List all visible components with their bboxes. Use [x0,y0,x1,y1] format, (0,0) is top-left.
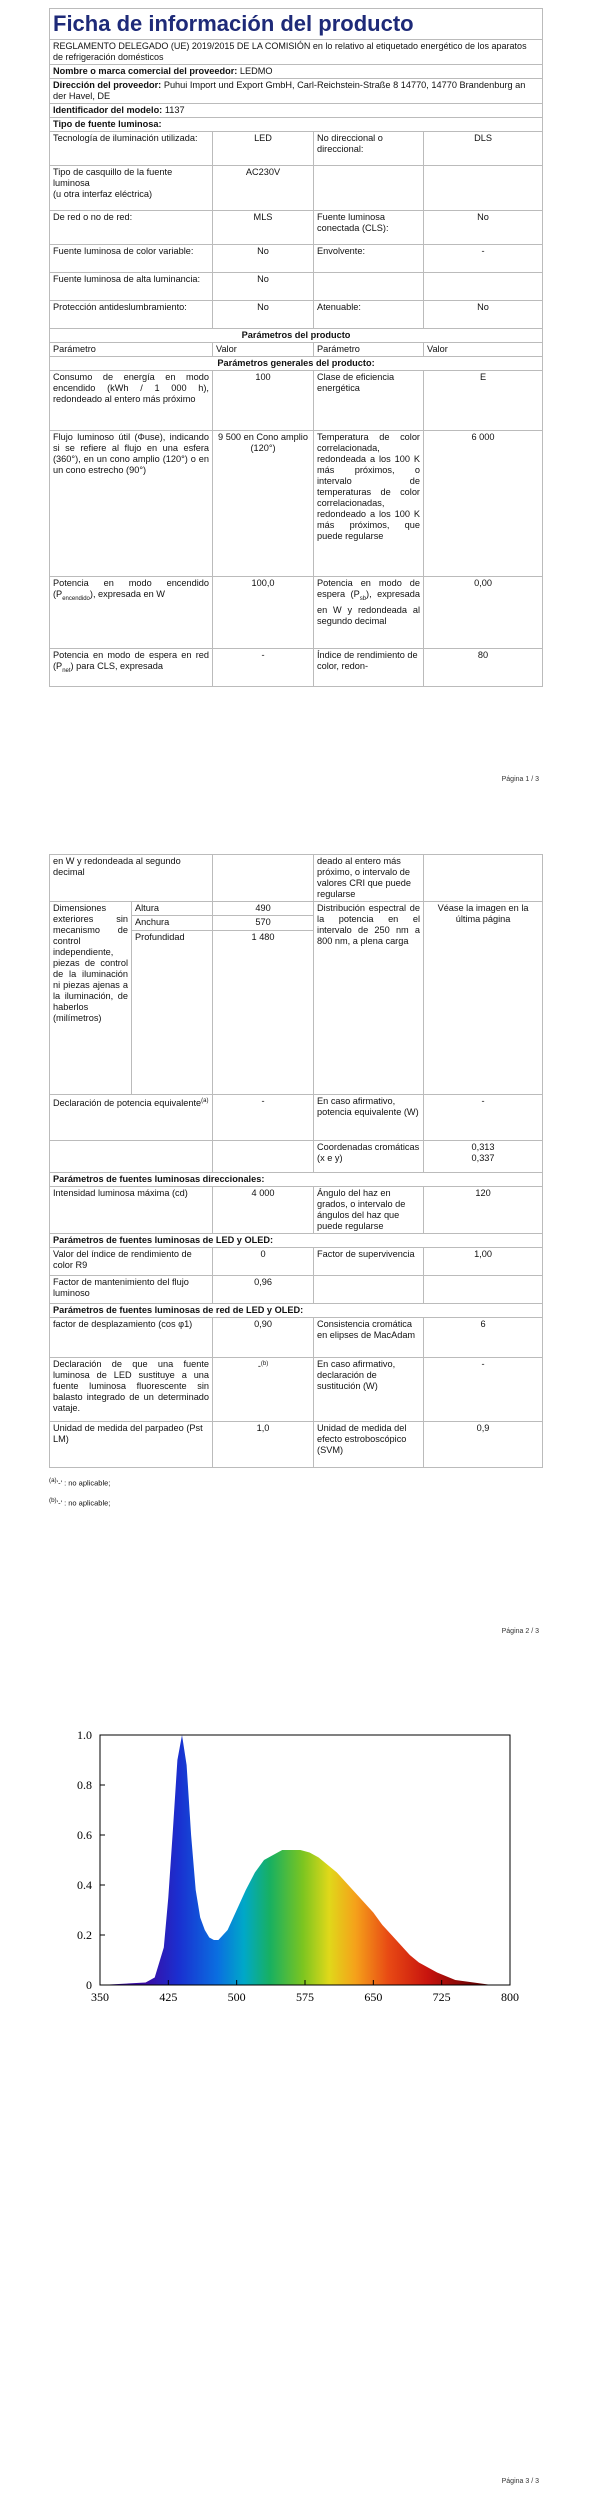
page-1 [0,0,591,800]
x-tick-label: 350 [91,1990,109,2004]
networked-label-text: Potencia en modo de espera en red (P [53,650,209,671]
equiv-power-label: En caso afirmativo, potencia equivalente (W) [314,1095,424,1141]
dimmable-value: No [424,301,543,329]
spectrum-area [100,1735,492,1985]
footnote-a-sup: (a) [49,1477,57,1484]
connected-value: No [424,211,543,245]
chroma-values [424,1141,543,1173]
empty-cell [424,273,543,301]
standby-label-sub: sb [359,595,367,602]
connected-label: Fuente luminosa conectada (CLS): [314,211,424,245]
power-label-text-2: ), expresada en W [89,589,165,599]
depth-label: Profundidad [132,930,213,1094]
page-2 [0,820,591,1640]
info-table-page1 [49,8,543,687]
spectrum-chart-svg [40,1715,540,2035]
replace-w-value: - [424,1358,543,1422]
x-tick-label: 575 [296,1990,314,2004]
y-tick-label: 0.6 [77,1828,92,1842]
tech-value: LED [213,132,314,166]
equiv-label [50,1095,213,1141]
led-header: Parámetros de fuentes luminosas de LED y OLED: [50,1234,543,1248]
directional-label: No direccional o direccional: [314,132,424,166]
power-label-sub: encendido [62,595,90,602]
standby-value: 0,00 [424,577,543,649]
cap-note: (u otra interfaz eléctrica) [53,189,153,199]
networked-value: - [213,649,314,687]
networked-label-sub: net [62,667,71,674]
chroma-y: 0,337 [471,1153,495,1163]
model-row [50,104,543,118]
strobo-label: Unidad de medida del efecto estroboscópico (SVM) [314,1422,424,1468]
model-value: 1137 [164,105,185,115]
mains-label: De red o no de red: [50,211,213,245]
equiv-sup: (a) [201,1098,209,1104]
supplier-address-row [50,79,543,104]
r9-label: Valor del índice de rendimiento de color R9 [50,1248,213,1276]
supplier-address-label: Dirección del proveedor: [53,80,162,90]
footnote-b-text: '-' : no aplicable; [56,1498,111,1507]
footnotes [49,1472,542,1511]
dimmable-label: Atenuable: [314,301,424,329]
equiv-power-value: - [424,1095,543,1141]
replace-sup: (b) [260,1361,269,1367]
flicker-label: Unidad de medida del parpadeo (Pst LM) [50,1422,213,1468]
tech-label: Tecnología de iluminación utilizada: [50,132,213,166]
antiglare-value: No [213,301,314,329]
colour-tunable-label: Fuente luminosa de color variable: [50,245,213,273]
replace-label: Declaración de que una fuente luminosa de LED sustituye a una fuente luminosa fluorescente sin balasto integrado de un determinado vataje. [50,1358,213,1422]
info-table-page2 [49,854,543,1468]
mains-value: MLS [213,211,314,245]
product-info-sheet-cont [49,854,542,1511]
spd-label: Distribución espectral de la potencia en el intervalo de 250 nm a 800 nm, a plena carga [314,902,424,1095]
strobo-value: 0,9 [424,1422,543,1468]
empty-cell [424,166,543,211]
power-label-text: Potencia en modo encendido (P [53,578,209,599]
power-value: 100,0 [213,577,314,649]
supplier-name-label: Nombre o marca comercial del proveedor: [53,66,238,76]
general-params-header: Parámetros generales del producto: [50,357,543,371]
high-lum-label: Fuente luminosa de alta luminancia: [50,273,213,301]
footnote-a-text: '-' : no aplicable; [56,1478,111,1488]
macadam-value: 6 [424,1318,543,1358]
mains-led-header: Parámetros de fuentes luminosas de red de LED y OLED: [50,1304,543,1318]
supplier-address-value: Puhui Import und Export GmbH, Carl-Reichstein-Straße 8 14770, 14770 Brandenburg an der Havel, DE [53,80,526,101]
cont-right: deado al entero más próximo, o intervalo de valores CRI que puede regularse [314,855,424,902]
envelope-value: - [424,245,543,273]
page-2-footer: Página 2 / 3 [501,1628,539,1635]
y-tick-label: 0.8 [77,1778,92,1792]
high-lum-value: No [213,273,314,301]
r9-value: 0 [213,1248,314,1276]
col-value-2: Valor [424,343,543,357]
empty-cell [314,273,424,301]
standby-label-text-2: ), expresada en W y redondeada al segundo decimal [317,589,420,626]
cct-value: 6 000 [424,431,543,577]
peak-label: Intensidad luminosa máxima (cd) [50,1187,213,1234]
x-tick-label: 425 [159,1990,178,2004]
cri-label: Índice de rendimiento de color, redon- [314,649,424,687]
cap-value: AC230V [213,166,314,211]
chroma-label: Coordenadas cromáticas (x e y) [314,1141,424,1173]
standby-label [314,577,424,649]
y-tick-label: 0.4 [77,1878,92,1892]
page-3 [0,1660,591,2510]
flux-label: Flujo luminoso útil (Φuse), indicando si se refiere al flujo en una esfera (360°), en un cono amplio (120°) o en un cono estrecho (90°) [50,431,213,577]
equiv-label-text: Declaración de potencia equivalente [53,1098,202,1109]
width-value: 570 [213,916,314,930]
footnote-b [49,1492,542,1512]
energy-value: 100 [213,371,314,431]
height-label: Altura [132,902,213,916]
directional-value: DLS [424,132,543,166]
light-source-type-header: Tipo de fuente luminosa: [50,118,543,132]
product-params-header: Parámetros del producto [50,329,543,343]
peak-value: 4 000 [213,1187,314,1234]
x-tick-label: 650 [364,1990,383,2004]
empty-cell [213,855,314,902]
page-3-footer: Página 3 / 3 [501,2478,539,2485]
depth-value: 1 480 [213,930,314,1094]
product-info-sheet [49,8,542,687]
networked-label-text-2: ) para CLS, expresada [70,661,163,671]
survival-label: Factor de supervivencia [314,1248,424,1276]
spd-value: Véase la imagen en la última página [424,902,543,1095]
energy-label: Consumo de energía en modo encendido (kWh / 1 000 h), redondeado al entero más próximo [50,371,213,431]
cap-cell [50,166,213,211]
empty-cell [314,1276,424,1304]
page-1-footer: Página 1 / 3 [501,776,539,783]
dims-label: Dimensiones exteriores sin mecanismo de control independiente, piezas de control de la iluminación ni piezas ajenas a la iluminación, de haberlos (milímetros) [50,902,132,1095]
spectrum-chart [40,1715,540,2040]
col-param-1: Parámetro [50,343,213,357]
empty-cell [213,1141,314,1173]
cri-value: 80 [424,649,543,687]
col-param-2: Parámetro [314,343,424,357]
directional-header: Parámetros de fuentes luminosas direccionales: [50,1173,543,1187]
beam-label: Ángulo del haz en grados, o intervalo de ángulos del haz que puede regularse [314,1187,424,1234]
standby-label-text: Potencia en modo de espera (P [317,578,420,599]
maint-label: Factor de mantenimiento del flujo luminoso [50,1276,213,1304]
flicker-value: 1,0 [213,1422,314,1468]
efficiency-label: Clase de eficiencia energética [314,371,424,431]
cap-label: Tipo de casquillo de la fuente luminosa [53,167,173,188]
beam-value: 120 [424,1187,543,1234]
disp-label: factor de desplazamiento (cos φ1) [50,1318,213,1358]
y-tick-label: 1.0 [77,1728,92,1742]
replace-w-label: En caso afirmativo, declaración de sustitución (W) [314,1358,424,1422]
page-title: Ficha de información del producto [50,9,543,40]
replace-value: - [257,1361,261,1372]
efficiency-value: E [424,371,543,431]
replace-value-cell [213,1358,314,1422]
disp-value: 0,90 [213,1318,314,1358]
power-label [50,577,213,649]
networked-label [50,649,213,687]
x-tick-label: 800 [501,1990,519,2004]
supplier-name-row [50,65,543,79]
height-value: 490 [213,902,314,916]
equiv-value: - [213,1095,314,1141]
empty-cell [424,1276,543,1304]
cct-label: Temperatura de color correlacionada, redondeada a los 100 K más próximos, o intervalo de temperaturas de color correlacionadas, redondeado a los 100 K más próximos, que puede regularse [314,431,424,577]
supplier-name-value: LEDMO [239,66,273,76]
antiglare-label: Protección antideslumbramiento: [50,301,213,329]
cont-left: en W y redondeada al segundo decimal [50,855,213,902]
width-label: Anchura [132,916,213,930]
envelope-label: Envolvente: [314,245,424,273]
x-tick-label: 725 [432,1990,451,2004]
macadam-label: Consistencia cromática en elipses de MacAdam [314,1318,424,1358]
survival-value: 1,00 [424,1248,543,1276]
regulation-text: REGLAMENTO DELEGADO (UE) 2019/2015 DE LA COMISIÓN en lo relativo al etiquetado energético de los aparatos de refrigeración domésticos [50,40,543,65]
chroma-x: 0,313 [471,1142,495,1152]
col-value-1: Valor [213,343,314,357]
empty-cell [314,166,424,211]
maint-value: 0,96 [213,1276,314,1304]
colour-tunable-value: No [213,245,314,273]
flux-value: 9 500 en Cono amplio (120°) [213,431,314,577]
empty-cell [50,1141,213,1173]
x-tick-label: 500 [227,1990,246,2004]
model-label: Identificador del modelo: [53,105,163,115]
footnote-b-sup: (b) [49,1496,57,1504]
y-tick-label: 0 [86,1978,92,1992]
empty-cell [424,855,543,902]
y-tick-label: 0.2 [77,1928,92,1942]
footnote-a [49,1472,542,1492]
